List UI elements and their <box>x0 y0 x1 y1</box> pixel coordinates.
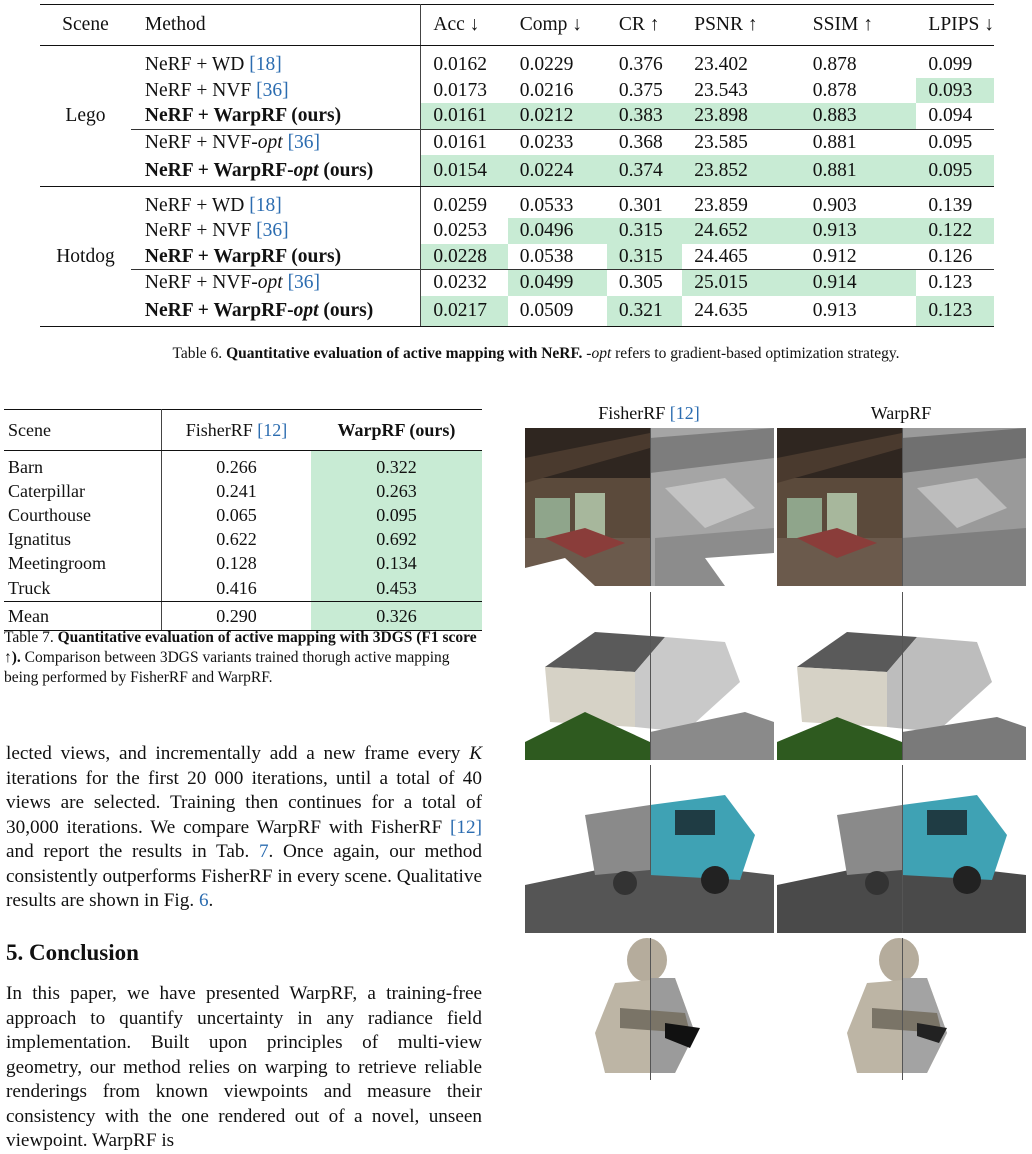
table-6-caption: Table 6. Quantitative evaluation of active mapping with NeRF. -opt refers to gradient-based optimization strategy. <box>172 345 900 362</box>
header-scene: Scene <box>40 5 131 46</box>
paragraph-conclusion: In this paper, we have presented WarpRF, a training-free approach to quantify uncertainty in any radiance field implementation. Built upon principles of multi-view geometry, our method relies on warping to retrieve reliable renderings from known viewpoints and measure their consistency with the one rendered out of a novel, unseen viewpoint. WarpRF is <box>6 983 482 1151</box>
cell-best: 0.383 <box>607 103 682 129</box>
cell: 0.065 <box>216 505 257 525</box>
cell-best: 0.0496 <box>508 218 607 244</box>
cell-best: 0.0224 <box>508 155 607 186</box>
method-cell: NeRF + NVF [36] <box>131 218 421 244</box>
cell: 0.375 <box>618 79 663 101</box>
row-scene: Ignatitus <box>4 527 161 551</box>
cell: 0.913 <box>801 296 917 327</box>
cell: 0.126 <box>928 245 973 267</box>
method-cell: NeRF + NVF-opt [36] <box>131 270 421 296</box>
cell-best: 0.095 <box>311 503 482 527</box>
cell-best: 0.095 <box>916 155 994 186</box>
cell: 0.123 <box>916 270 994 296</box>
header-method: Method <box>131 5 421 46</box>
cell-best: 23.852 <box>682 155 801 186</box>
section-heading: 5. Conclusion <box>6 940 139 965</box>
cell-best: 24.652 <box>682 218 801 244</box>
header-cr: CR ↑ <box>607 5 682 46</box>
render-fisherrf-ignatius <box>525 938 774 1080</box>
header-warprf: WarpRF (ours) <box>311 410 482 451</box>
cell: 0.376 <box>618 54 663 76</box>
method-cell: NeRF + WarpRF-opt (ours) <box>131 296 421 327</box>
cell-best: 25.015 <box>682 270 801 296</box>
header-psnr: PSNR ↑ <box>682 5 801 46</box>
cell-best: 0.321 <box>607 296 682 327</box>
cell-best: 0.093 <box>916 78 994 104</box>
cell: 0.878 <box>812 54 857 76</box>
figure-column-label-warprf: WarpRF <box>870 403 932 423</box>
cell: 0.0216 <box>519 79 574 101</box>
cell: 0.881 <box>801 129 917 155</box>
cell-best: 0.0161 <box>421 103 508 129</box>
cell: 0.290 <box>161 601 310 630</box>
table-7-caption: Table 7. Quantitative evaluation of active mapping with 3DGS (F1 score ↑). Comparison between 3DGS variants trained thorugh active mapping being performed by FisherRF and WarpRF. <box>4 629 477 686</box>
cell: 23.585 <box>682 129 801 155</box>
cell-best: 0.315 <box>607 218 682 244</box>
cell-best: 0.123 <box>916 296 994 327</box>
cell: 0.0533 <box>519 194 574 216</box>
cell-best: 0.263 <box>311 479 482 503</box>
cell-best: 0.322 <box>311 451 482 480</box>
cell: 24.465 <box>694 245 748 267</box>
cell: 0.241 <box>216 481 257 501</box>
row-scene: Caterpillar <box>4 479 161 503</box>
method-cell: NeRF + WD [18] <box>131 46 421 78</box>
cell: 0.912 <box>812 245 857 267</box>
cell-best: 0.0499 <box>508 270 607 296</box>
render-warprf-barn <box>777 592 1026 760</box>
row-scene: Courthouse <box>4 503 161 527</box>
table-7 <box>4 409 482 631</box>
cell: 0.266 <box>216 457 257 477</box>
row-scene: Truck <box>4 575 161 601</box>
scene-lego: Lego <box>40 46 131 187</box>
cell: 0.622 <box>216 529 257 549</box>
cell: 0.878 <box>812 79 857 101</box>
header-scene: Scene <box>4 410 161 451</box>
method-cell: NeRF + NVF [36] <box>131 78 421 104</box>
cell: 0.368 <box>607 129 682 155</box>
render-warprf-meetingroom <box>777 428 1026 586</box>
cell: 0.099 <box>928 54 973 76</box>
cell: 0.0233 <box>508 129 607 155</box>
render-fisherrf-truck <box>525 765 774 933</box>
method-cell: NeRF + NVF-opt [36] <box>131 129 421 155</box>
method-cell: NeRF + WarpRF (ours) <box>131 103 421 129</box>
cell-best: 0.0154 <box>421 155 508 186</box>
cell: 0.0259 <box>433 194 487 216</box>
cell: 24.635 <box>682 296 801 327</box>
render-fisherrf-meetingroom <box>525 428 774 586</box>
cell-best: 0.913 <box>801 218 917 244</box>
cell: 0.0253 <box>433 220 487 242</box>
cell-best: 0.0217 <box>421 296 508 327</box>
method-cell: NeRF + WD [18] <box>131 186 421 218</box>
cell: 0.0538 <box>519 245 574 267</box>
scene-hotdog: Hotdog <box>40 186 131 327</box>
cell: 0.095 <box>916 129 994 155</box>
header-acc: Acc ↓ <box>421 5 508 46</box>
cell-best: 0.881 <box>801 155 917 186</box>
cell-best: 0.0228 <box>421 244 508 270</box>
mean-label: Mean <box>4 601 161 630</box>
cell: 0.301 <box>618 194 663 216</box>
cell: 0.903 <box>812 194 857 216</box>
cell-best: 0.134 <box>311 551 482 575</box>
cell: 0.094 <box>928 105 973 127</box>
cell: 0.0173 <box>433 79 487 101</box>
cell-best: 0.374 <box>607 155 682 186</box>
header-lpips: LPIPS ↓ <box>916 5 994 46</box>
table-6 <box>40 4 994 327</box>
cell: 0.139 <box>928 194 973 216</box>
row-scene: Meetingroom <box>4 551 161 575</box>
cell: 0.0229 <box>519 54 574 76</box>
cell: 0.0161 <box>421 129 508 155</box>
cell-best: 0.315 <box>607 244 682 270</box>
cell-best: 0.914 <box>801 270 917 296</box>
paragraph-results: lected views, and incrementally add a new frame every K iterations for the first 20 000 iterations, until a total of 40 views are selected. Training then continues for a total of 30,000 iterations. We compare WarpRF with FisherRF [12] and report the results in Tab. 7. Once again, our method consistently outperforms FisherRF in every scene. Qualitative results are shown in Fig. 6. <box>6 743 482 911</box>
render-fisherrf-barn <box>525 592 774 760</box>
render-warprf-ignatius <box>777 938 1026 1080</box>
cell: 0.128 <box>216 553 257 573</box>
method-cell: NeRF + WarpRF-opt (ours) <box>131 155 421 186</box>
cell: 0.0232 <box>421 270 508 296</box>
cell-best: 0.692 <box>311 527 482 551</box>
cell-best: 0.883 <box>801 103 917 129</box>
cell: 0.0509 <box>508 296 607 327</box>
method-cell: NeRF + WarpRF (ours) <box>131 244 421 270</box>
cell-best: 23.898 <box>682 103 801 129</box>
cell-best: 0.0212 <box>508 103 607 129</box>
figure-column-label-fisherrf: FisherRF [12] <box>598 403 700 423</box>
cell: 23.402 <box>694 54 748 76</box>
render-warprf-truck <box>777 765 1026 933</box>
row-scene: Barn <box>4 451 161 480</box>
header-comp: Comp ↓ <box>508 5 607 46</box>
header-fisherrf: FisherRF [12] <box>161 410 310 451</box>
cell: 0.416 <box>161 575 310 601</box>
header-ssim: SSIM ↑ <box>801 5 917 46</box>
cell-best: 0.122 <box>916 218 994 244</box>
cell: 0.305 <box>607 270 682 296</box>
cell: 23.543 <box>694 79 748 101</box>
cell-best: 0.453 <box>311 575 482 601</box>
cell-best: 0.326 <box>311 601 482 630</box>
cell: 23.859 <box>694 194 748 216</box>
cell: 0.0162 <box>433 54 487 76</box>
